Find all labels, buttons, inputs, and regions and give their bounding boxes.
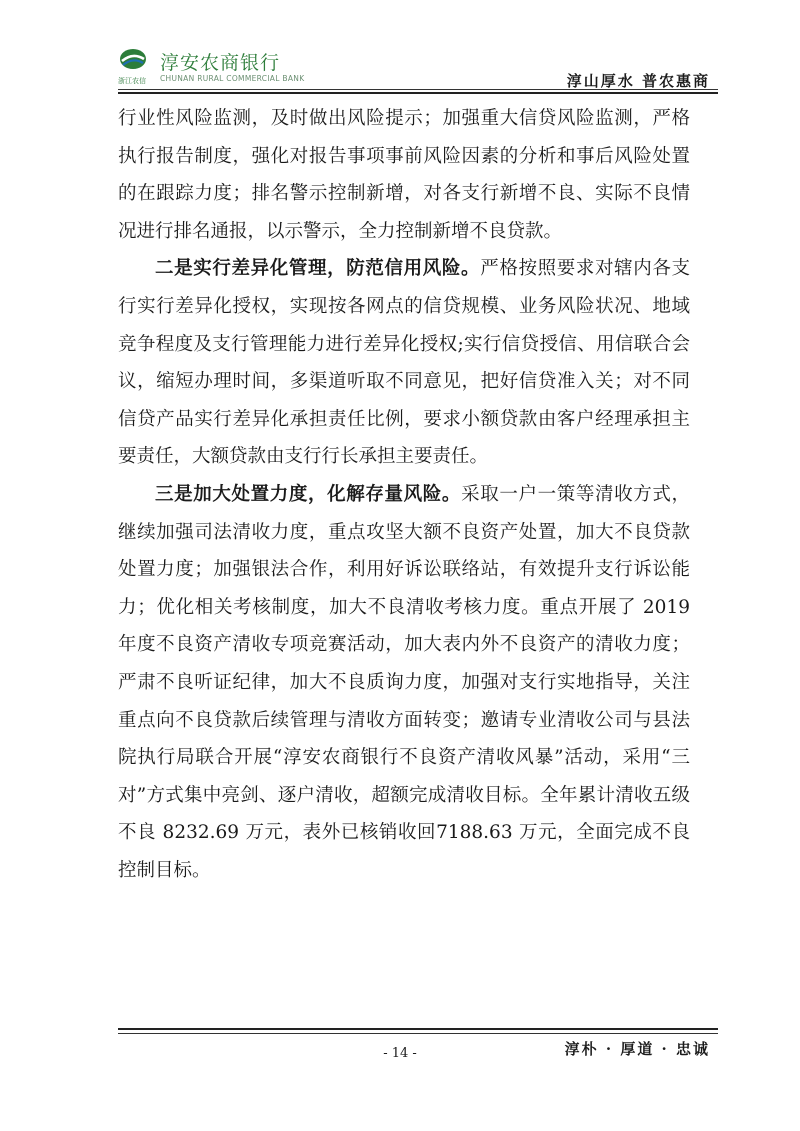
page-header bbox=[0, 0, 800, 100]
footer-motto: 淳朴 · 厚道 · 忠诚 bbox=[564, 1040, 710, 1058]
paragraph-lead: 二是实行差异化管理，防范信用风险。 bbox=[155, 258, 481, 280]
header-divider-thin bbox=[118, 89, 718, 90]
page-number: - 14 - bbox=[383, 1046, 417, 1061]
paragraph-continued bbox=[118, 100, 690, 250]
paragraph-text: 严格按照要求对辖内各支行实行差异化授权，实现按各网点的信贷规模、业务风险状况、地域竞争程度及支行管理能力进行差异化授权;实行信贷授信、用信联合会议，缩短办理时间，多渠道听取不同意见，把好信贷准入关；对不同信贷产品实行差异化承担责任比例，要求小额贷款由客户经理承担主要责任，大额贷款由支行行长承担主要责任。 bbox=[118, 258, 690, 468]
footer-divider-thick bbox=[118, 1028, 718, 1030]
paragraph-text: 采取一户一策等清收方式，继续加强司法清收力度，重点攻坚大额不良资产处置，加大不良贷款处置力度；加强银法合作，利用好诉讼联络站，有效提升支行诉讼能力；优化相关考核制度，加大不良清收考核力度。重点开展了 2019 年度不良资产清收专项竞赛活动，加大表内外不良资产的清收力度；严肃不良听证纪律，加大不良质询力度，加强对支行实地指导，关注重点向不良贷款后续管理与清收方面转变；邀请专业清收公司与县法院执行局联合开展“淳安农商银行不良资产清收风暴”活动，采用“三对”方式集中亮剑、逐户清收，超额完成清收目标。全年累计清收五级不良 8232.69 万元，表外已核销收回7188.63 万元，全面完成不良控制目标。 bbox=[118, 483, 690, 881]
bank-name: 淳安农商银行 bbox=[160, 52, 281, 74]
document-body bbox=[118, 100, 690, 889]
paragraph-lead: 三是加大处置力度，化解存量风险。 bbox=[155, 483, 462, 505]
paragraph-differentiated-management bbox=[118, 250, 690, 476]
bank-logo-icon bbox=[118, 48, 148, 74]
header-divider-thick bbox=[118, 92, 718, 94]
header-slogan: 淳山厚水 普农惠商 bbox=[566, 72, 710, 90]
bank-name-english: CHUNAN RURAL COMMERCIAL BANK bbox=[160, 74, 305, 83]
footer-divider-thin bbox=[118, 1033, 718, 1034]
bank-logo bbox=[118, 48, 305, 88]
paragraph-disposal-efforts bbox=[118, 476, 690, 890]
logo-sub-text: 浙江农信 bbox=[118, 77, 146, 85]
paragraph-text: 行业性风险监测，及时做出风险提示；加强重大信贷风险监测，严格执行报告制度，强化对报告事项事前风险因素的分析和事后风险处置的在跟踪力度；排名警示控制新增，对各支行新增不良、实际不良情况进行排名通报，以示警示，全力控制新增不良贷款。 bbox=[118, 108, 690, 242]
